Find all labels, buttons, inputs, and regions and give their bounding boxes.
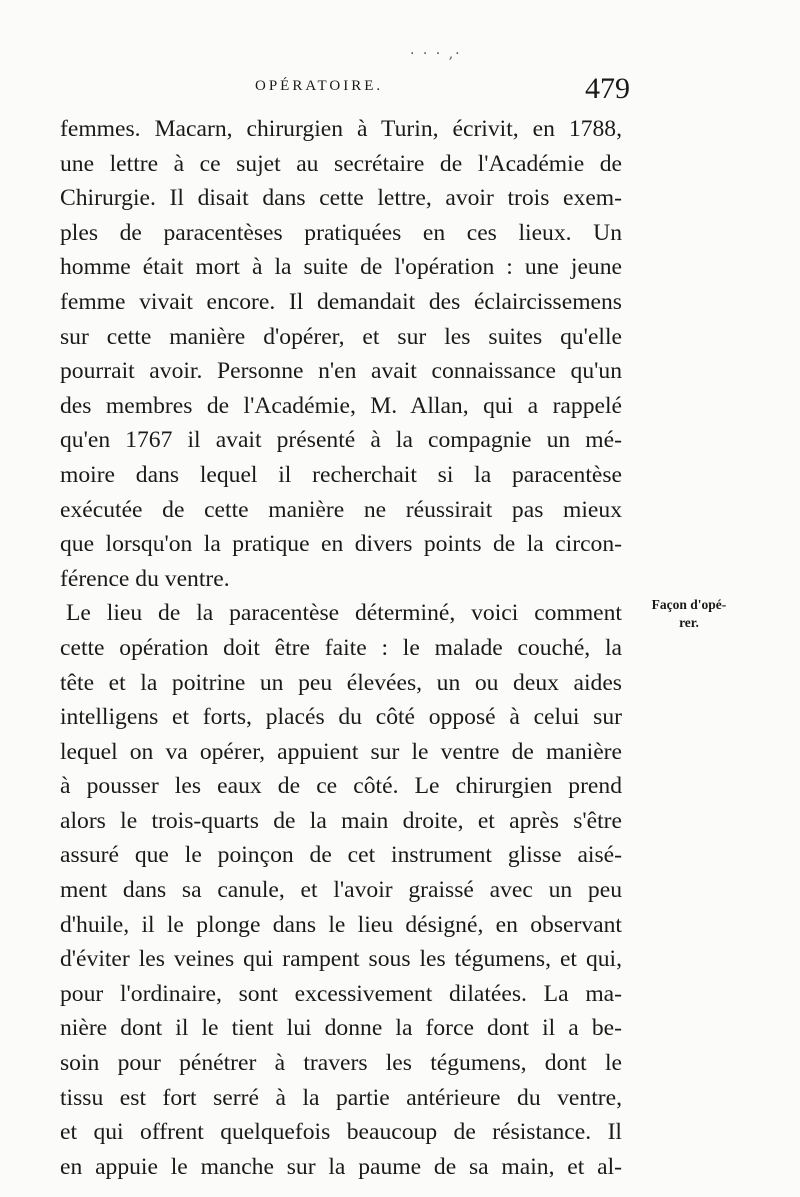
- text-line: femme vivait encore. Il demandait des éclaircissemens: [60, 288, 622, 315]
- text-line: que lorsqu'on la pratique en divers points de la circon-: [60, 531, 622, 558]
- text-line: exécutée de cette manière ne réussirait pas mieux: [60, 496, 622, 523]
- text-line: tête et la poitrine un peu élevées, un ou deux aides: [60, 669, 622, 696]
- text-line: tissu est fort serré à la partie antérieure du ventre,: [60, 1084, 622, 1111]
- body-text: [60, 112, 622, 1184]
- margin-note-line: rer.: [679, 615, 699, 630]
- text-line: assuré que le poinçon de cet instrument glisse aisé-: [60, 842, 622, 869]
- text-line: des membres de l'Académie, M. Allan, qui a rappelé: [60, 392, 622, 419]
- text-line: ples de paracentèses pratiquées en ces lieux. Un: [60, 219, 622, 246]
- text-line: homme était mort à la suite de l'opération : une jeune: [60, 254, 622, 281]
- text-line: qu'en 1767 il avait présenté à la compagnie un mé-: [60, 427, 622, 454]
- text-line: une lettre à ce sujet au secrétaire de l'Académie de: [60, 150, 622, 177]
- text-line: moire dans lequel il recherchait si la paracentèse: [60, 461, 622, 488]
- text-line: pourrait avoir. Personne n'en avait connaissance qu'un: [60, 358, 622, 385]
- page-number: 479: [585, 72, 630, 105]
- page-header: [60, 72, 630, 112]
- margin-note: [634, 596, 744, 632]
- ink-specks: · · · ,·: [410, 46, 462, 62]
- text-line: alors le trois-quarts de la main droite, et après s'être: [60, 807, 622, 834]
- text-line: femmes. Macarn, chirurgien à Turin, écrivit, en 1788,: [60, 116, 622, 142]
- paragraph-start-line: Le lieu de la paracentèse déterminé, voici comment: [66, 600, 622, 627]
- text-line: cette opération doit être faite : le malade couché, la: [60, 634, 622, 661]
- text-line: intelligens et forts, placés du côté opposé à celui sur: [60, 704, 622, 731]
- text-line: d'éviter les veines qui rampent sous les tégumens, et qui,: [60, 946, 622, 973]
- text-line: férence du ventre.: [60, 565, 230, 592]
- margin-note-line: Façon d'opé-: [651, 597, 727, 612]
- text-line: pour l'ordinaire, sont excessivement dilatées. La ma-: [60, 980, 622, 1007]
- text-line: ment dans sa canule, et l'avoir graissé avec un peu: [60, 877, 622, 904]
- text-line: nière dont il le tient lui donne la force dont il a be-: [60, 1015, 622, 1042]
- text-line: sur cette manière d'opérer, et sur les suites qu'elle: [60, 323, 622, 350]
- text-line: et qui offrent quelquefois beaucoup de résistance. Il: [60, 1119, 622, 1146]
- text-line: à pousser les eaux de ce côté. Le chirurgien prend: [60, 773, 622, 800]
- text-line: lequel on va opérer, appuient sur le ventre de manière: [60, 738, 622, 765]
- text-line: en appuie le manche sur la paume de sa main, et al-: [60, 1153, 622, 1180]
- running-head: OPÉRATOIRE.: [255, 78, 384, 94]
- text-line: soin pour pénétrer à travers les tégumens, dont le: [60, 1050, 622, 1077]
- text-line: Chirurgie. Il disait dans cette lettre, avoir trois exem-: [60, 185, 622, 212]
- text-line: d'huile, il le plonge dans le lieu désigné, en observant: [60, 911, 622, 938]
